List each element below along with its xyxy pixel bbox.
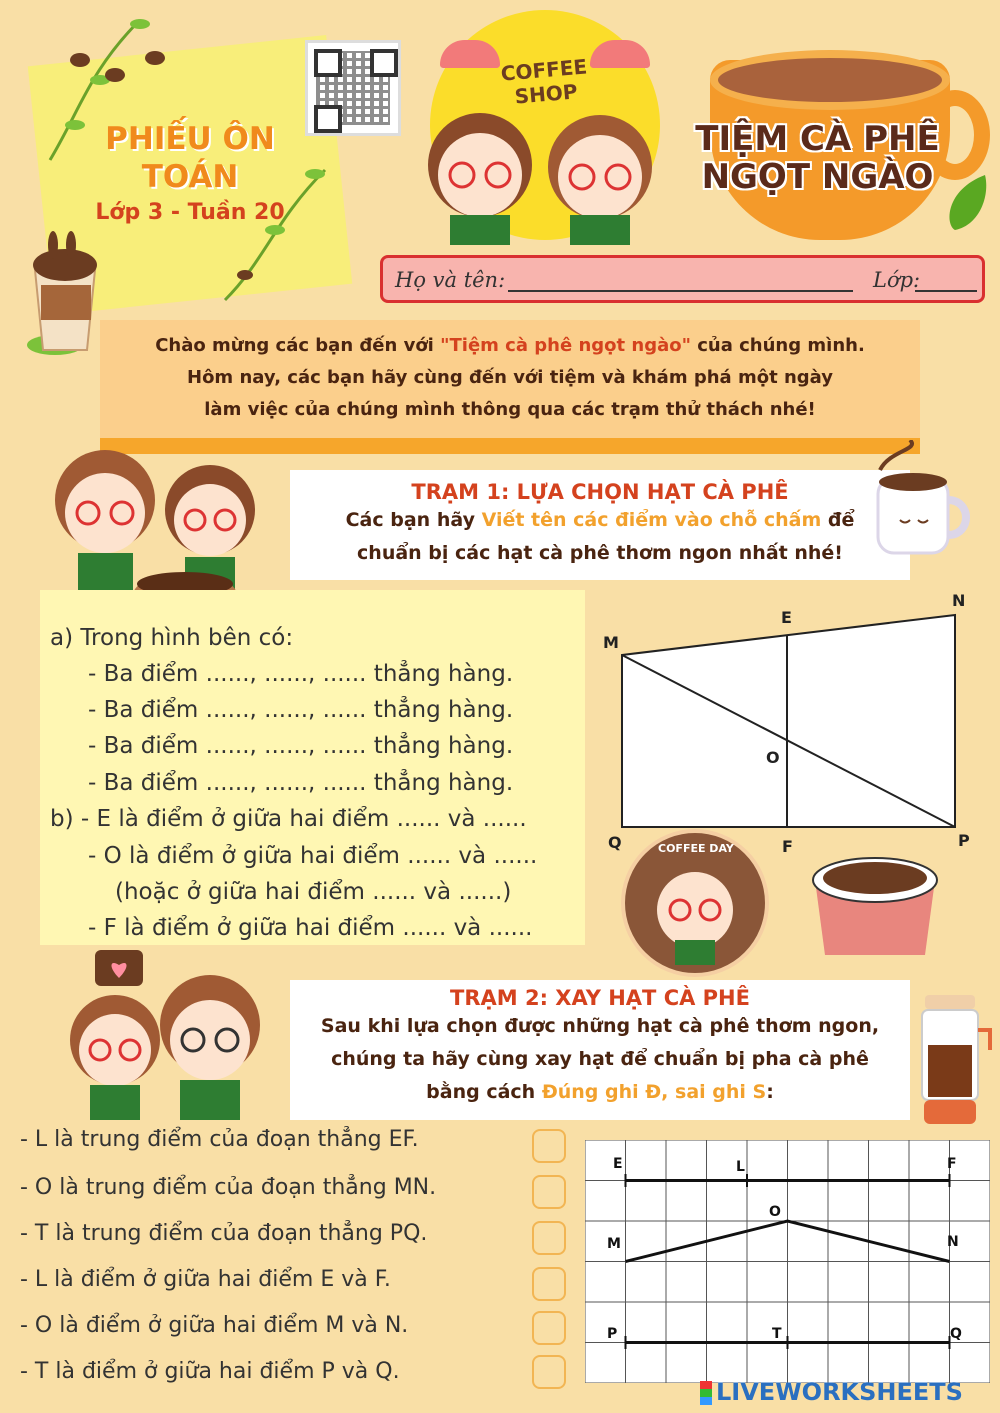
question-a-item[interactable]: - Ba điểm ......, ......, ...... thẳng hàng. — [88, 733, 514, 759]
name-label: Họ và tên: — [395, 268, 506, 292]
question-a-item[interactable]: - Ba điểm ......, ......, ...... thẳng hàng. — [88, 697, 514, 723]
label-n: N — [952, 591, 966, 610]
statement-item: - T là điểm ở giữa hai điểm P và Q. — [20, 1359, 400, 1384]
label-m: M — [607, 1236, 621, 1252]
station2-instruction-line2: chúng ta hãy cùng xay hạt để chuẩn bị pha cà phê — [331, 1048, 869, 1070]
label-n: N — [947, 1234, 959, 1250]
question-b-item[interactable]: (hoặc ở giữa hai điểm ...... và ......) — [115, 879, 512, 905]
liveworksheets-logo[interactable]: LIVEWORKSHEETS — [700, 1378, 963, 1406]
answer-box[interactable] — [532, 1175, 566, 1209]
statement-item: - T là trung điểm của đoạn thẳng PQ. — [20, 1221, 428, 1246]
coffee-beans-decoration — [60, 40, 170, 100]
student-info-box — [380, 255, 985, 303]
question-a-item[interactable]: - Ba điểm ......, ......, ...... thẳng hàng. — [88, 661, 514, 687]
label-f: F — [782, 837, 793, 855]
station2-header-card — [290, 980, 910, 1120]
welcome-line-1: Chào mừng các bạn đến với "Tiệm cà phê ngọt ngào" của chúng mình. — [155, 335, 865, 356]
coffee-bean-sack-icon — [805, 840, 945, 960]
station2-instruction-line1: Sau khi lựa chọn được những hạt cà phê thơm ngon, — [320, 1015, 880, 1037]
geometry-grid-figure-2 — [585, 1140, 990, 1383]
coffee-shop-sign: COFFEE SHOP — [499, 54, 588, 109]
label-l: L — [736, 1159, 745, 1175]
coffee-day-badge — [620, 828, 770, 978]
figure-2-svg — [585, 1140, 990, 1383]
barista-characters-illustration — [410, 95, 680, 245]
answer-box[interactable] — [532, 1267, 566, 1301]
answer-box[interactable] — [532, 1311, 566, 1345]
question-b-item[interactable]: - O là điểm ở giữa hai điểm ...... và ...... — [88, 843, 538, 869]
statement-item: - L là điểm ở giữa hai điểm E và F. — [20, 1267, 391, 1292]
question-b-item[interactable]: - F là điểm ở giữa hai điểm ...... và ...... — [88, 915, 533, 941]
answer-box[interactable] — [532, 1355, 566, 1389]
qr-code[interactable] — [305, 40, 401, 136]
name-input-line[interactable] — [508, 290, 853, 292]
mug-icon — [860, 440, 980, 570]
worksheet-title: PHIẾU ÔN TOÁN — [105, 121, 275, 195]
badge-label: COFFEE DAY — [658, 842, 734, 855]
station2-statements-panel — [20, 1125, 580, 1405]
label-e: E — [613, 1156, 623, 1172]
label-p: P — [607, 1326, 618, 1342]
question-a-item[interactable]: - Ba điểm ......, ......, ...... thẳng hàng. — [88, 770, 514, 796]
station2-characters-illustration — [60, 945, 270, 1125]
geometry-figure-1 — [600, 590, 985, 855]
label-m: M — [603, 633, 619, 652]
welcome-line-2: Hôm nay, các bạn hãy cùng đến với tiệm và khám phá một ngày — [187, 367, 833, 388]
station1-questions-panel — [40, 590, 585, 945]
class-label: Lớp: — [873, 268, 921, 292]
label-t: T — [772, 1326, 782, 1342]
welcome-line-3: làm việc của chúng mình thông qua các trạm thử thách nhé! — [204, 399, 816, 420]
station2-instruction-line3: bằng cách Đúng ghi Đ, sai ghi S: — [426, 1081, 774, 1103]
liveworksheets-mark-icon — [700, 1381, 712, 1405]
label-q: Q — [950, 1326, 962, 1342]
welcome-banner — [100, 320, 920, 454]
answer-box[interactable] — [532, 1129, 566, 1163]
question-b-item[interactable]: b) - E là điểm ở giữa hai điểm ...... và ...... — [50, 806, 527, 832]
station1-header-card — [290, 470, 910, 580]
question-a-intro: a) Trong hình bên có: — [50, 625, 294, 651]
coffee-grinder-icon — [910, 990, 995, 1130]
worksheet-subtitle: Lớp 3 - Tuần 20 — [95, 200, 285, 225]
label-f: F — [947, 1156, 957, 1172]
label-p: P — [958, 831, 970, 850]
label-o: O — [766, 748, 780, 767]
statement-item: - L là trung điểm của đoạn thẳng EF. — [20, 1127, 419, 1152]
station2-title: TRẠM 2: XAY HẠT CÀ PHÊ — [450, 986, 750, 1010]
statement-item: - O là điểm ở giữa hai điểm M và N. — [20, 1313, 409, 1338]
label-e: E — [781, 608, 792, 627]
station1-title: TRẠM 1: LỰA CHỌN HẠT CÀ PHÊ — [411, 480, 789, 504]
quadrilateral-mnpq — [622, 615, 955, 827]
shop-name: TIỆM CÀ PHÊ NGỌT NGÀO — [695, 119, 940, 197]
label-q: Q — [608, 833, 622, 852]
station1-instruction-line2: chuẩn bị các hạt cà phê thơm ngon nhất nhé! — [357, 542, 843, 564]
answer-box[interactable] — [532, 1221, 566, 1255]
statement-item: - O là trung điểm của đoạn thẳng MN. — [20, 1175, 437, 1200]
lamp-icon — [590, 40, 650, 68]
class-input-line[interactable] — [915, 290, 977, 292]
vine-middle-decoration — [215, 150, 335, 310]
leaf-icon — [945, 170, 990, 235]
station1-instruction: Các bạn hãy Viết tên các điểm vào chỗ chấm để — [345, 509, 855, 531]
label-o: O — [769, 1204, 781, 1220]
figure-1-svg — [600, 590, 985, 855]
